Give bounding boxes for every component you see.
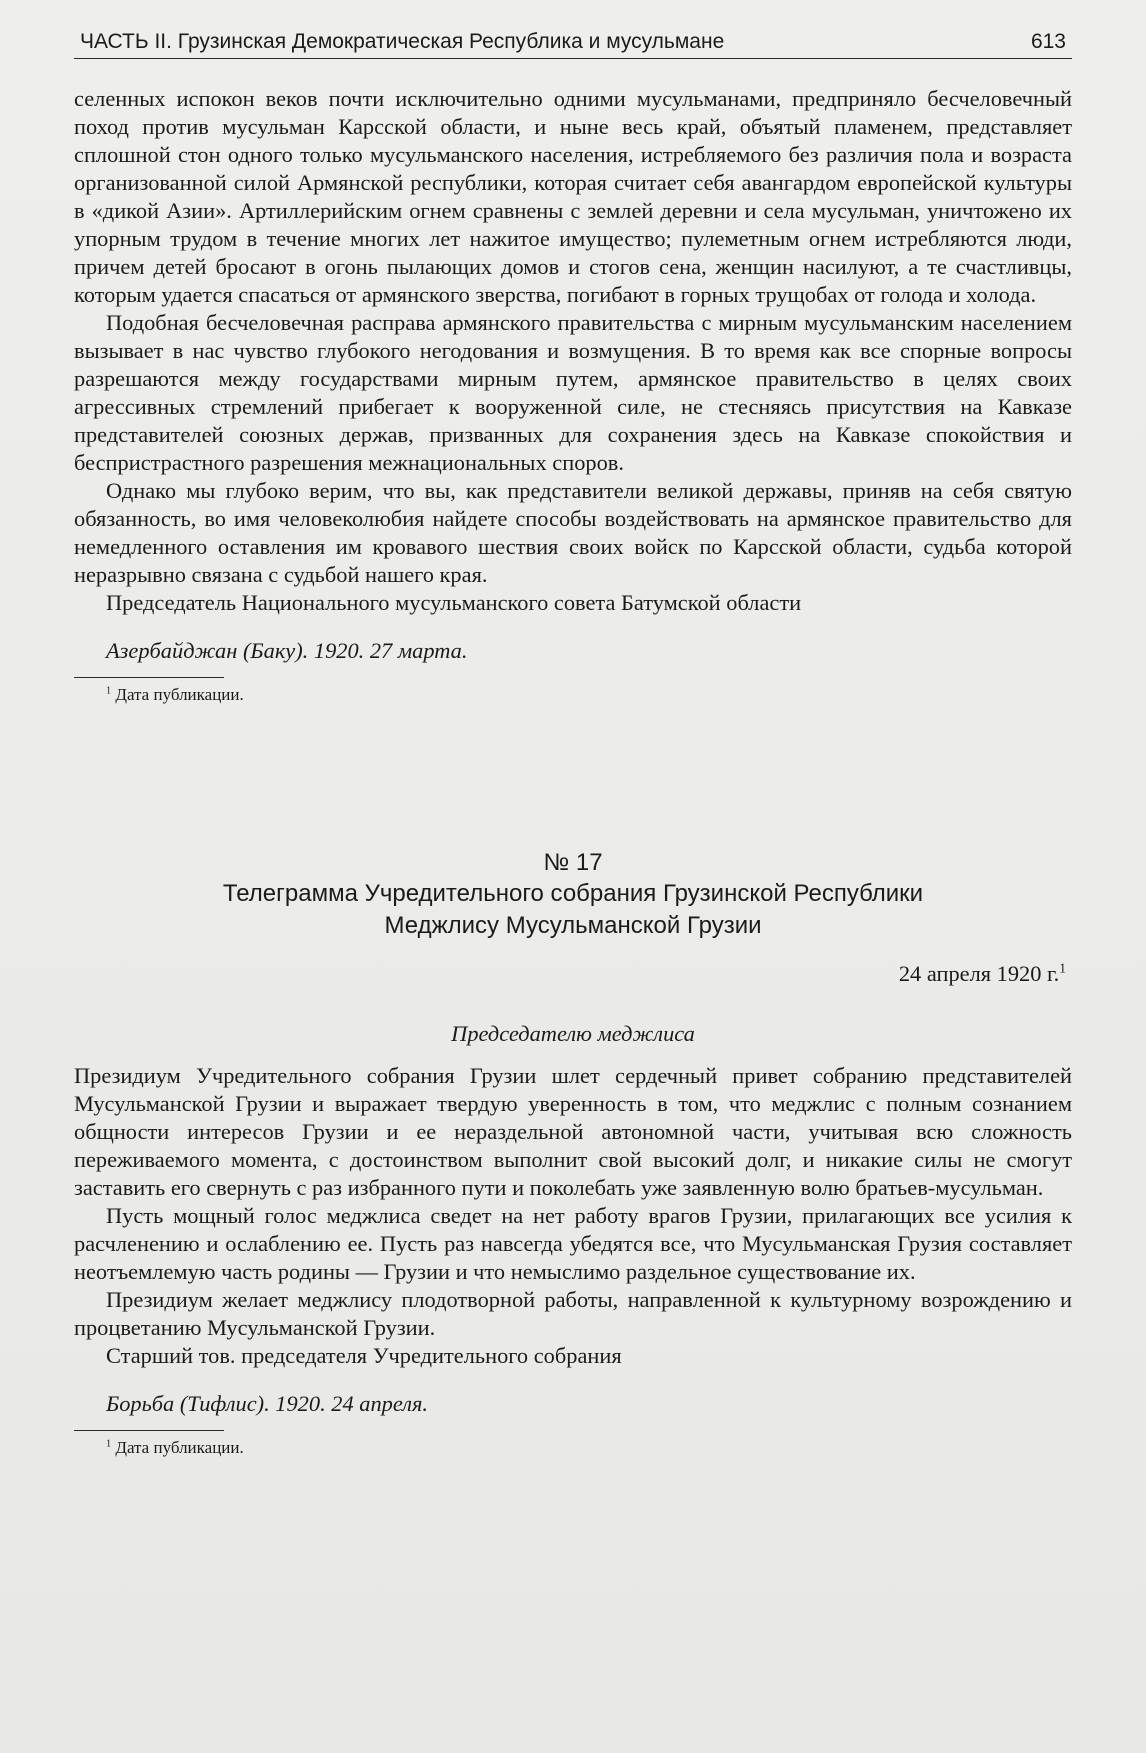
paragraph: Президиум желает меджлису плодотворной работы, направленной к культурному возрождению и процветанию Мусульманской Грузии. — [74, 1287, 1072, 1340]
document-date — [74, 960, 1066, 988]
document-title-line-1: Телеграмма Учредительного собрания Грузинской Республики — [222, 880, 924, 907]
document-number: № 17 — [543, 849, 603, 876]
signature-line: Старший тов. председателя Учредительного собрания — [106, 1343, 622, 1368]
signature-line: Председатель Национального мусульманского совета Батумской области — [106, 590, 802, 615]
publication-source — [106, 637, 1072, 665]
footnote — [106, 684, 1072, 706]
footnote-mark: 1 — [106, 1438, 112, 1450]
page-number: 613 — [1030, 30, 1066, 53]
document-17 — [74, 848, 1072, 1459]
document-title-line-2: Меджлису Мусульманской Грузии — [384, 912, 762, 939]
footnote-text: Дата публикации. — [115, 685, 244, 704]
publication-source — [106, 1390, 1072, 1418]
paragraph: Подобная бесчеловечная расправа армянского правительства с мирным мусульманским населением вызывает в нас чувство глубокого негодования и возмущения. В то время как все спорные вопросы разрешаются между государствами мирным путем, армянское правительство в целях своих агрессивных стремлений прибегает к вооруженной силе, не стесняясь присутствия на Кавказе представителей союзных держав, призванных для сохранения здесь на Кавказе спокойствия и беспристрастного разрешения межнациональных споров. — [74, 310, 1072, 475]
addressee: Председателю меджлиса — [451, 1021, 695, 1046]
source-text: Азербайджан (Баку). 1920. 27 марта. — [106, 638, 468, 663]
paragraph: селенных испокон веков почти исключительно одними мусульманами, предприняло бесчеловечный поход против мусульман Карсской области, и ныне весь край, объятый пламенем, представляет сплошной стон одного только мусульманского населения, истребляемого без различия пола и возраста организованной силой Армянской республики, которая считает себя авангардом европейской культуры в «дикой Азии». Артиллерийским огнем сравнены с землей деревни и села мусульман, уничтожено их упорным трудом в течение многих лет нажитое имущество; пулеметным огнем истребляются люди, причем детей бросают в огонь пылающих домов и стогов сена, женщин насилуют, а те счастливцы, которым удается спасаться от армянского зверства, погибают в горных трущобах от голода и холода. — [74, 86, 1072, 307]
footnote-text: Дата публикации. — [115, 1438, 244, 1457]
document-16-continuation — [74, 85, 1072, 706]
paragraph: Президиум Учредительного собрания Грузии шлет сердечный привет собранию представителей Мусульманской Грузии и выражает твердую уверенность в том, что меджлис с полным сознанием общности интересов Грузии и ее нераздельной автономной части, учитывая всю сложность переживаемого момента, с достоинством выполнит свой высокий долг, и никакие силы не смогут заставить его свернуть с раз избранного пути и поколебать уже заявленную волю братьев-мусульман. — [74, 1063, 1072, 1200]
source-text: Борьба (Тифлис). 1920. 24 апреля. — [106, 1391, 428, 1416]
date-text: 24 апреля 1920 г. — [898, 961, 1060, 986]
section-title: ЧАСТЬ II. Грузинская Демократическая Республика и мусульмане — [80, 30, 725, 53]
footnote — [106, 1437, 1072, 1459]
footnote-mark: 1 — [106, 685, 112, 697]
running-header — [74, 30, 1072, 59]
date-footnote-mark: 1 — [1059, 960, 1066, 976]
footnote-divider — [74, 1430, 224, 1431]
footnote-divider — [74, 677, 224, 678]
paragraph: Однако мы глубоко верим, что вы, как представители великой державы, приняв на себя святую обязанность, во имя человеколюбия найдете способы воздействовать на армянское правительство для немедленного оставления им кровавого шествия своих войск по Карсской области, судьба которой неразрывно связана с судьбой нашего края. — [74, 478, 1072, 587]
paragraph: Пусть мощный голос меджлиса сведет на нет работу врагов Грузии, прилагающих все усилия к расчленению и ослаблению ее. Пусть раз навсегда убедятся все, что Мусульманская Грузия составляет неотъемлемую часть родины — Грузии и что немыслимо раздельное существование их. — [74, 1203, 1072, 1284]
